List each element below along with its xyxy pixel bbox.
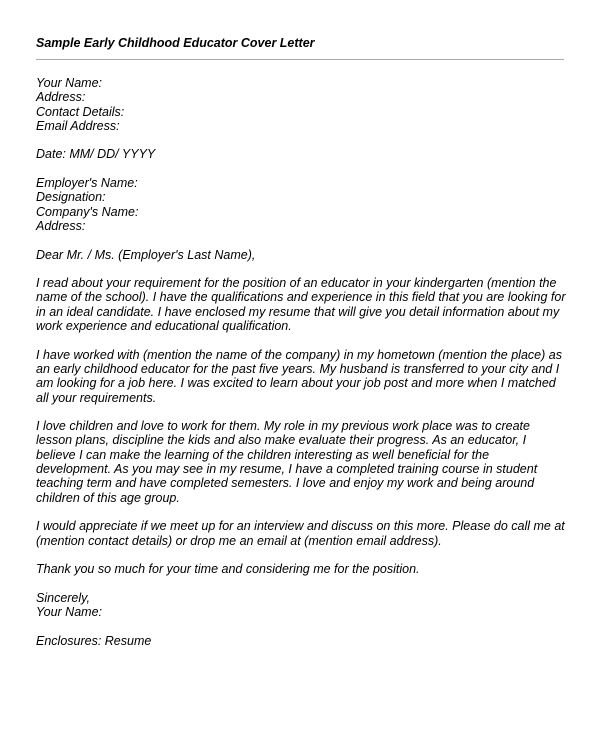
signature-label: Your Name: bbox=[36, 604, 103, 619]
paragraph-thanks: Thank you so much for your time and considering me for the position. bbox=[36, 562, 420, 577]
sender-email-label: Email Address: bbox=[36, 118, 120, 133]
designation-label: Designation: bbox=[36, 190, 106, 205]
enclosures-block bbox=[36, 634, 566, 648]
employer-name-label: Employer's Name: bbox=[36, 176, 138, 191]
recipient-block bbox=[36, 176, 566, 233]
sender-contact-label: Contact Details: bbox=[36, 104, 125, 119]
sender-name-label: Your Name: bbox=[36, 76, 103, 90]
recipient-address-label: Address: bbox=[36, 218, 86, 233]
document-title: Sample Early Childhood Educator Cover Letter bbox=[36, 36, 315, 50]
salutation-block bbox=[36, 248, 566, 262]
paragraph-experience: I have worked with (mention the name of the company) in my hometown (mention the place) as an early childhood educator for the past five years. My husband is transferred to your city and I am looking for a job here. I was excited to learn about your job post and more when I matched all your requirements. bbox=[36, 347, 562, 405]
paragraph-intro: I read about your requirement for the position of an educator in your kindergarten (mention the name of the school). I have the qualifications and experience in this field that you are looking for in an ideal candidate. I have enclosed my resume that will give you detail information about my work experience and educational qualification. bbox=[36, 276, 566, 334]
paragraph-skills: I love children and love to work for them. My role in my previous work place was to create lesson plans, discipline the kids and also make evaluate their progress. As an educator, I believe I can make the learning of the children interesting as well beneficial for the development. As you may see in my resume, I have a completed training course in student teaching term and have completed semesters. I love and enjoy my work and being around children of this age group. bbox=[36, 419, 538, 505]
closing-block bbox=[36, 591, 566, 620]
company-name-label: Company's Name: bbox=[36, 204, 139, 219]
salutation: Dear Mr. / Ms. (Employer's Last Name), bbox=[36, 247, 256, 262]
title-divider bbox=[36, 59, 564, 60]
paragraph-interview-request: I would appreciate if we meet up for an interview and discuss on this more. Please do call me at (mention contact details) or drop me an email at (mention email address). bbox=[36, 519, 565, 548]
enclosures: Enclosures: Resume bbox=[36, 633, 152, 648]
date-line: Date: MM/ DD/ YYYY bbox=[36, 147, 156, 162]
closing: Sincerely, bbox=[36, 590, 90, 605]
letter-body bbox=[36, 76, 566, 662]
date-block bbox=[36, 147, 566, 161]
sender-address-label: Address: bbox=[36, 90, 86, 105]
sender-block bbox=[36, 76, 566, 133]
